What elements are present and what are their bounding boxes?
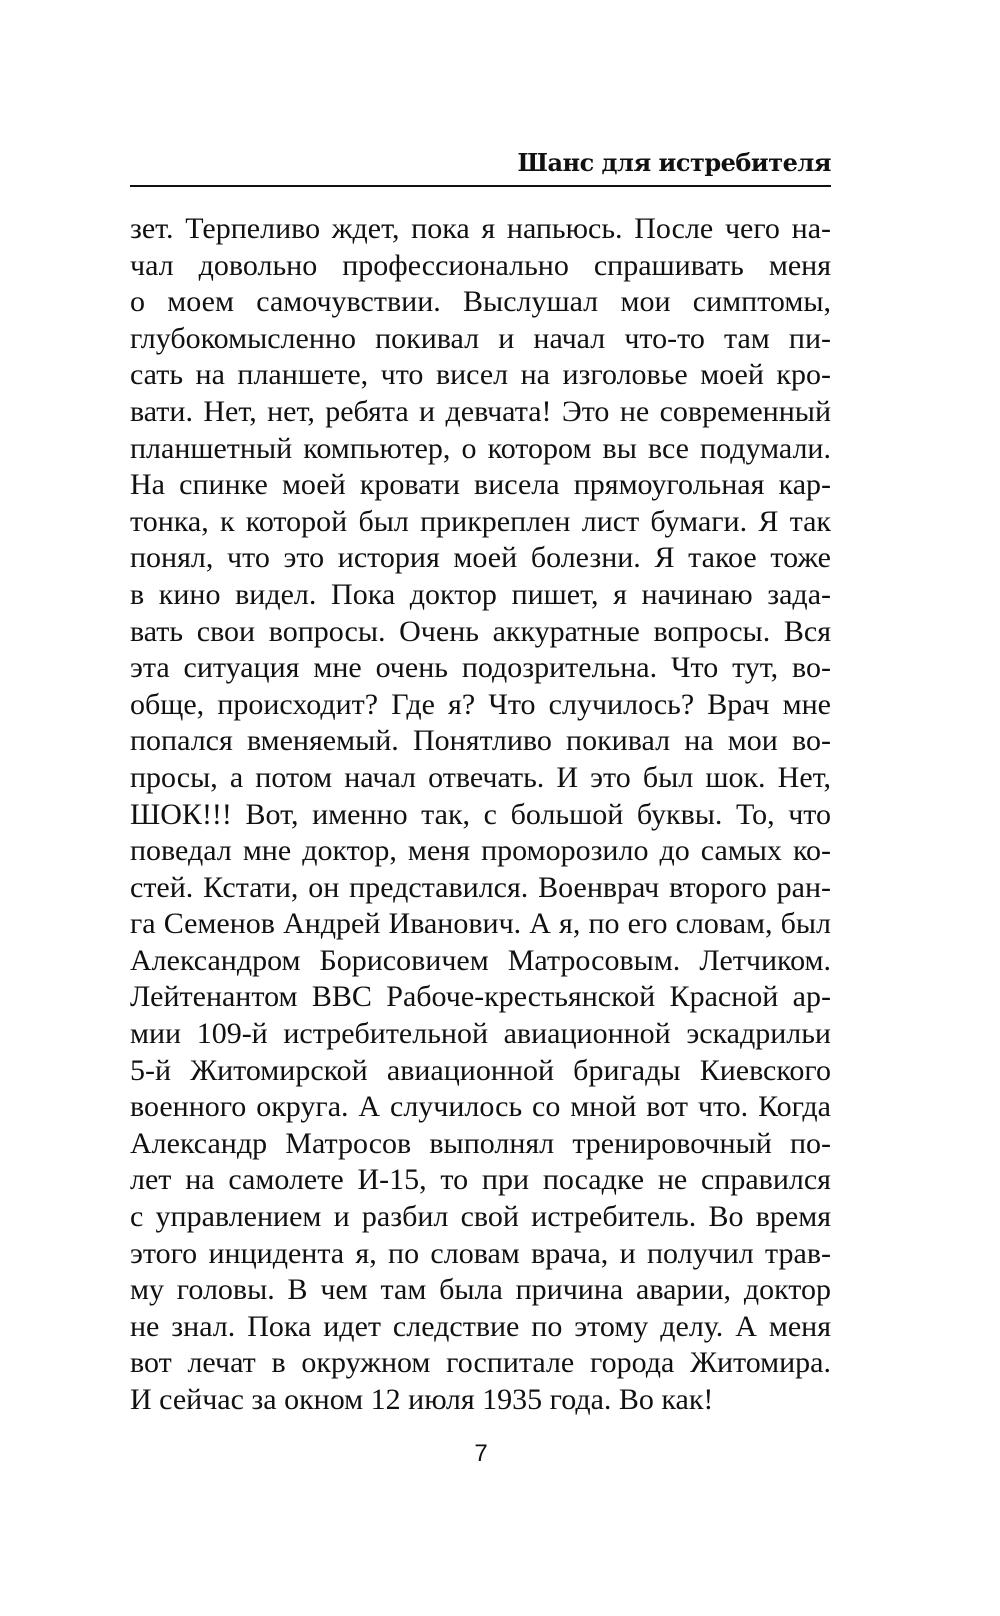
text-line: му головы. В чем там была причина аварии, доктор	[130, 1273, 831, 1307]
text-line: просы, а потом начал отвечать. И это был шок. Нет,	[130, 760, 831, 794]
text-line: планшетный компьютер, о котором вы все подумали.	[130, 431, 831, 465]
text-line: чал довольно профессионально спрашивать меня	[130, 248, 831, 282]
text-line: не знал. Пока идет следствие по этому делу. А меня	[130, 1309, 831, 1343]
text-line: стей. Кстати, он представился. Военврач второго ран-	[130, 870, 831, 904]
text-line: 5-й Житомирской авиационной бригады Киевского	[130, 1053, 831, 1087]
text-line: попался вменяемый. Понятливо покивал на мои во-	[130, 724, 831, 758]
text-line: вать свои вопросы. Очень аккуратные вопросы. Вся	[130, 614, 831, 648]
text-line-last: И сейчас за окном 12 июля 1935 года. Во как!	[130, 1383, 714, 1416]
text-line: эта ситуация мне очень подозрительна. Что тут, во-	[130, 651, 831, 685]
text-line: понял, что это история моей болезни. Я такое тоже	[130, 541, 831, 575]
text-line: о моем самочувствии. Выслушал мои симптомы,	[130, 285, 831, 319]
text-line: тонка, к которой был прикреплен лист бумаги. Я так	[130, 504, 831, 538]
text-line: обще, происходит? Где я? Что случилось? Врач мне	[130, 687, 831, 721]
text-line: с управлением и разбил свой истребитель. Во время	[130, 1200, 831, 1234]
text-line: сать на планшете, что висел на изголовье моей кро-	[130, 358, 831, 392]
text-line: вот лечат в окружном госпитале города Житомира.	[130, 1346, 831, 1380]
text-line: Александром Борисовичем Матросовым. Летчиком.	[130, 943, 831, 977]
running-head: Шанс для истребителя	[517, 148, 831, 177]
text-line: глубокомысленно покивал и начал что-то там пи-	[130, 321, 831, 355]
text-line: вати. Нет, нет, ребята и девчата! Это не современный	[130, 394, 831, 428]
text-line: поведал мне доктор, меня проморозило до самых ко-	[130, 834, 831, 868]
body-text	[130, 211, 831, 1419]
text-line: га Семенов Андрей Иванович. А я, по его словам, был	[130, 907, 831, 941]
text-line: мии 109-й истребительной авиационной эскадрильи	[130, 1017, 831, 1051]
text-line: военного округа. А случилось со мной вот что. Когда	[130, 1090, 831, 1124]
text-line: в кино видел. Пока доктор пишет, я начинаю зада-	[130, 577, 831, 611]
header-rule	[130, 185, 831, 187]
text-line: Александр Матросов выполнял тренировочный по-	[130, 1126, 831, 1160]
text-line: зет. Терпеливо ждет, пока я напьюсь. После чего на-	[130, 212, 831, 245]
page-number: 7	[474, 1440, 488, 1467]
text-line: ШОК!!! Вот, именно так, с большой буквы. То, что	[130, 797, 831, 831]
text-line: Лейтенантом ВВС Рабоче-крестьянской Красной ар-	[130, 980, 831, 1014]
text-line: этого инцидента я, по словам врача, и получил трав-	[130, 1236, 831, 1270]
text-line: лет на самолете И-15, то при посадке не справился	[130, 1163, 831, 1197]
text-line: На спинке моей кровати висела прямоугольная кар-	[130, 468, 831, 502]
